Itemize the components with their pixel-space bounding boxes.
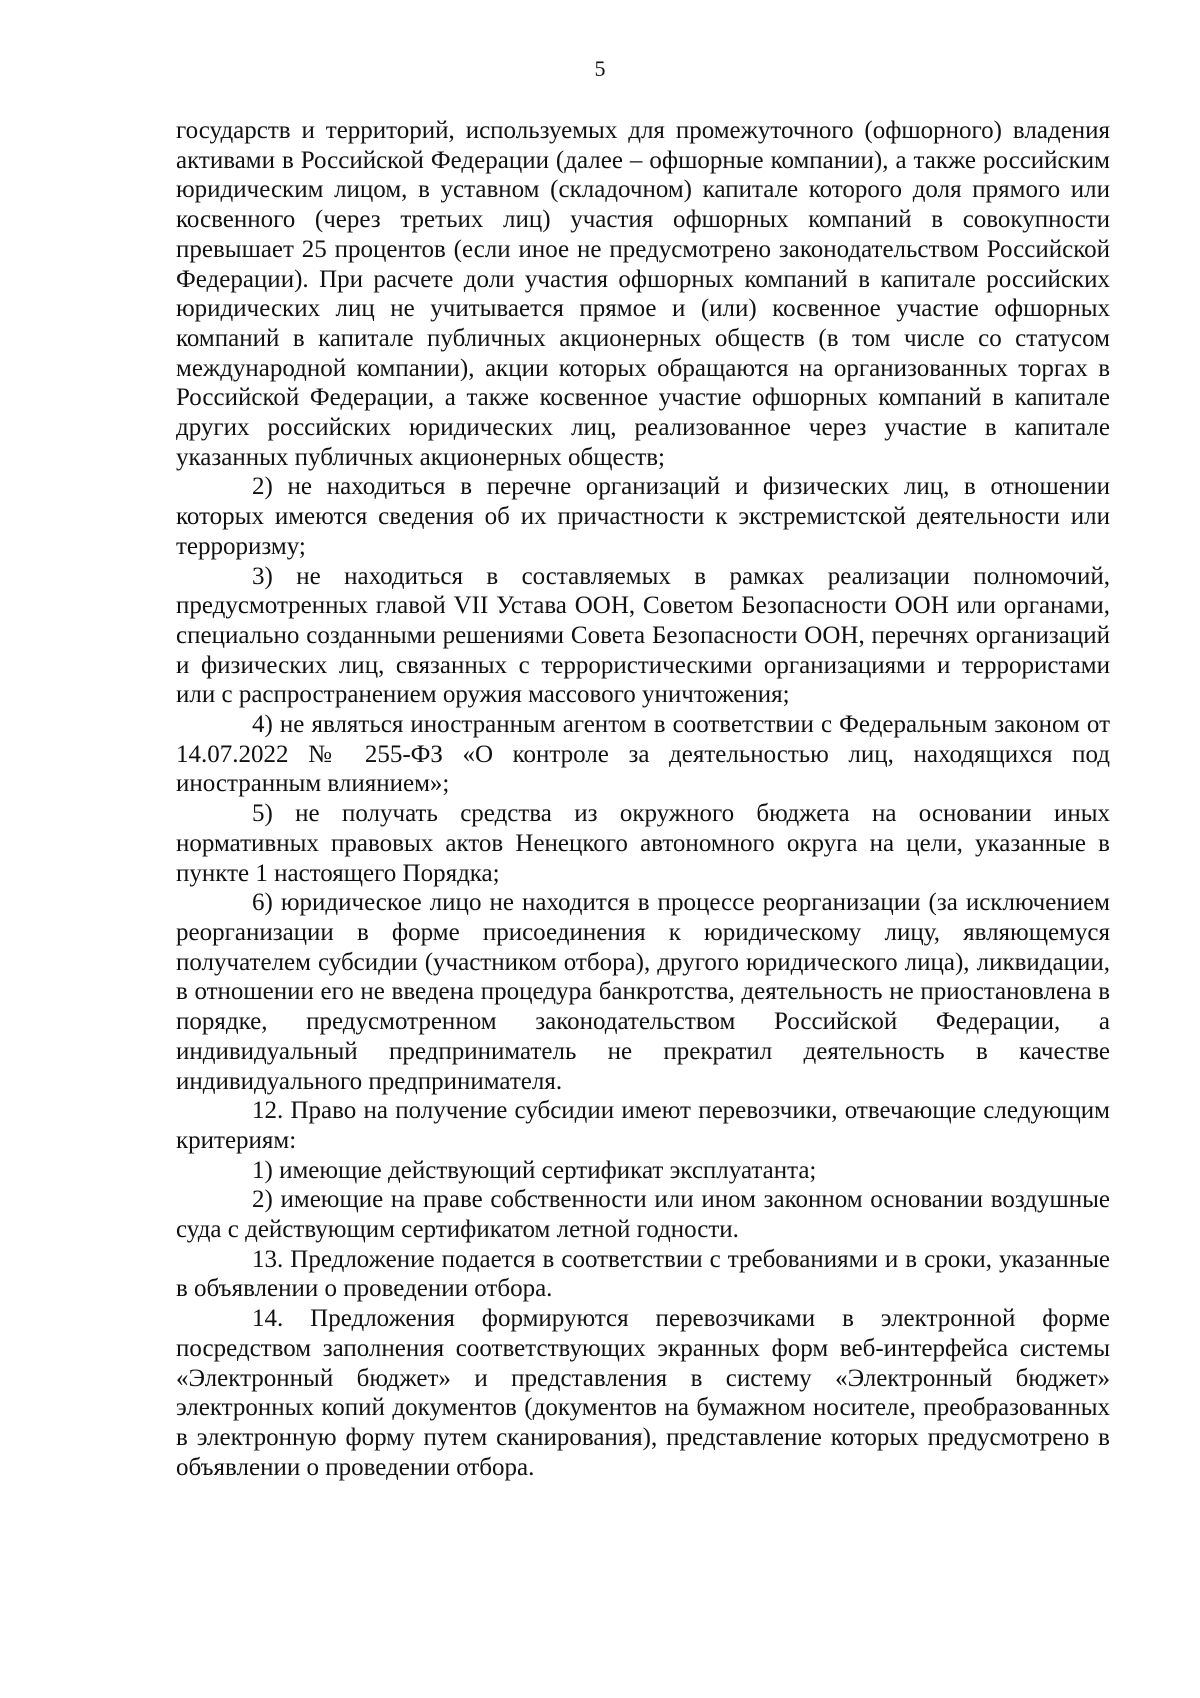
paragraph-section-12: 12. Право на получение субсидии имеют перевозчики, отвечающие следующим критериям: — [176, 1097, 1110, 1154]
paragraph-section-13: 13. Предложение подается в соответствии с требованиями и в сроки, указанные в объявлении о проведении отбора. — [176, 1245, 1110, 1303]
paragraph-offshore-continuation: государств и территорий, используемых для промежуточного (офшорного) владения активами в Российской Федерации (далее – офшорные компании), а также российским юридическим лицом, в уставном (складочном) капитале которого доля прямого или косвенного (через третьих лиц) участия офшорных компаний в совокупности превышает 25 процентов (если иное не предусмотрено законодательством Российской Федерации). При расчете доли участия офшорных компаний в капитале российских юридических лиц не учитывается прямое и (или) косвенное участие офшорных компаний в капитале публичных акционерных обществ (в том числе со статусом международной компании), акции которых обращаются на организованных торгах в Российской Федерации, а также косвенное участие офшорных компаний в капитале других российских юридических лиц, реализованное через участие в капитале указанных публичных акционерных обществ; — [176, 117, 1110, 471]
paragraph-item-4-foreign-agent: 4) не являться иностранным агентом в соответствии с Федеральным законом от 14.07.2022 № 255-ФЗ «О контроле за деятельностью лиц, находящихся под иностранным влиянием»; — [176, 711, 1110, 798]
paragraph-criterion-2: 2) имеющие на праве собственности или ином законном основании воздушные суда с действующим сертификатом летной годности. — [176, 1186, 1110, 1244]
paragraph-item-5-budget: 5) не получать средства из окружного бюджета на основании иных нормативных правовых актов Ненецкого автономного округа на цели, указанные в пункте 1 настоящего Порядка; — [176, 800, 1110, 887]
paragraph-section-14: 14. Предложения формируются перевозчиками в электронной форме посредством заполнения соответствующих экранных форм веб-интерфейса системы «Электронный бюджет» и представления в систему «Электронный бюджет» электронных копий документов (документов на бумажном носителе, преобразованных в электронную форму путем сканирования), представление которых предусмотрено в объявлении о проведении отбора. — [176, 1305, 1110, 1481]
paragraph-item-6-reorganization: 6) юридическое лицо не находится в процессе реорганизации (за исключением реорганизации в форме присоединения к юридическому лицу, являющемуся получателем субсидии (участником отбора), другого юридического лица), ликвидации, в отношении его не введена процедура банкротства, деятельность не приостановлена в порядке, предусмотренном законодательством Российской Федерации, а индивидуальный предприниматель не прекратил деятельность в качестве индивидуального предпринимателя. — [176, 889, 1110, 1095]
paragraph-item-3-un-lists: 3) не находиться в составляемых в рамках реализации полномочий, предусмотренных главой VII Устава ООН, Советом Безопасности ООН или органами, специально созданными решениями Совета Безопасности ООН, перечнях организаций и физических лиц, связанных с террористическими организациями и террористами или с распространением оружия массового уничтожения; — [176, 562, 1110, 709]
paragraph-criterion-1: 1) имеющие действующий сертификат эксплуатанта; — [252, 1156, 817, 1184]
paragraph-item-2-extremism: 2) не находиться в перечне организаций и физических лиц, в отношении которых имеются сведения об их причастности к экстремистской деятельности или терроризму; — [176, 473, 1110, 560]
document-body — [176, 116, 1110, 1482]
page-number: 5 — [594, 56, 606, 81]
